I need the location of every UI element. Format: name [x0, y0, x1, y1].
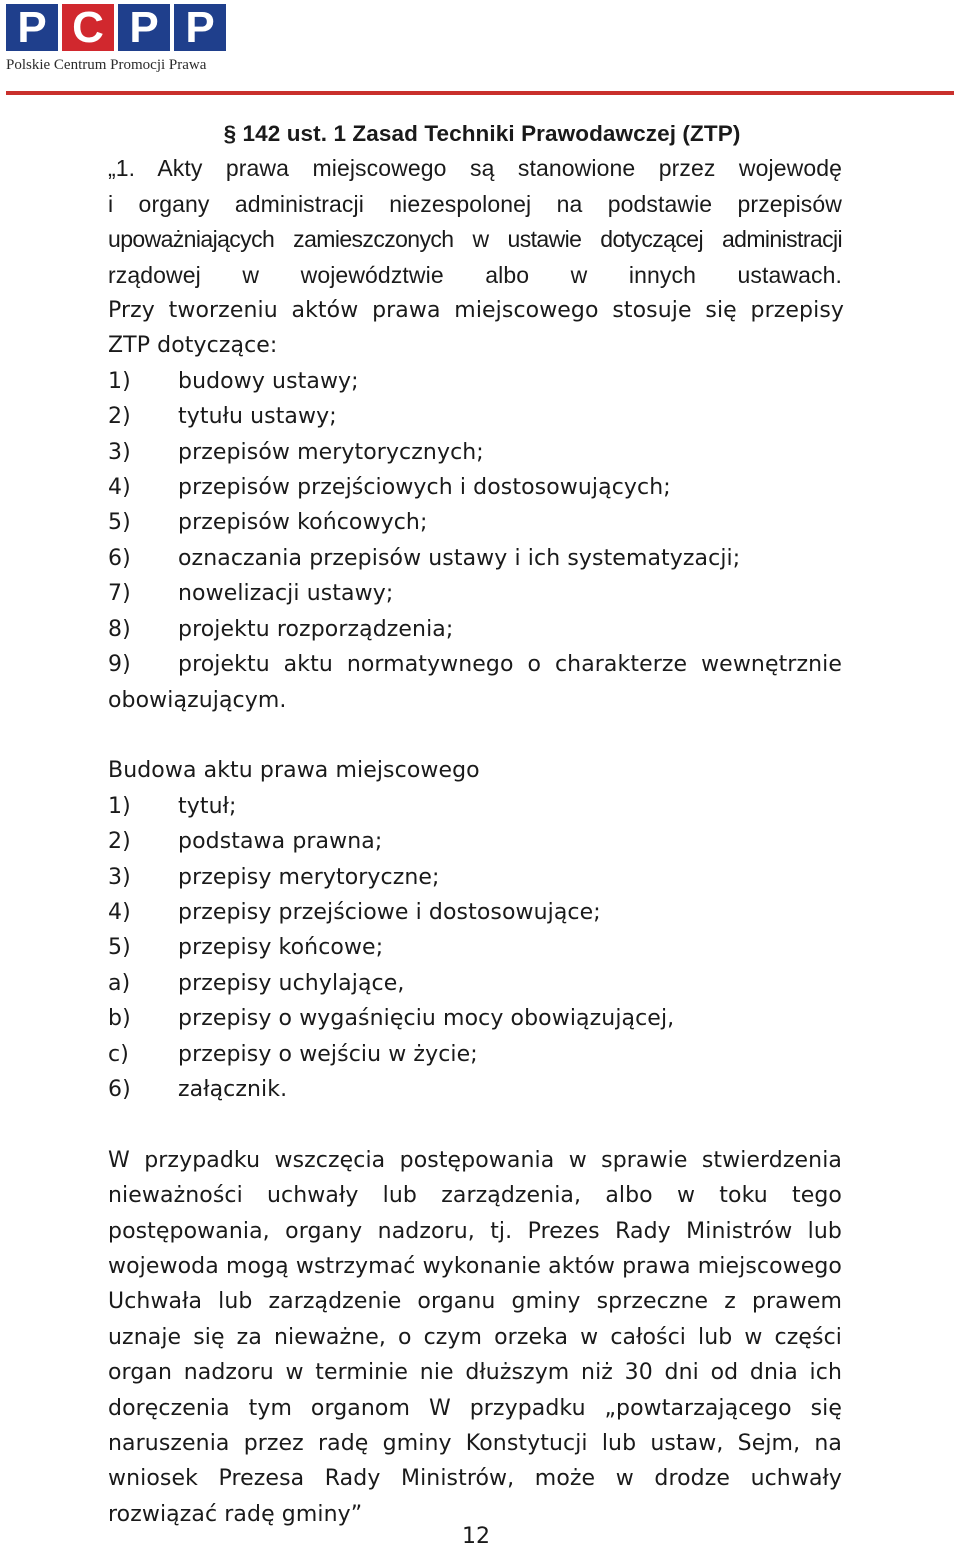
logo-letter-p2: P [118, 4, 170, 51]
list-item-text: przepisy o wejściu w życie; [178, 1041, 478, 1067]
paragraph-1-line: i organy administracji niezespolonej na podstawie przepisów [108, 190, 842, 217]
paragraph-1-line: rządowej w województwie albo w innych ustawach. [108, 261, 842, 288]
list-item-text: przepisy o wygaśnięciu mocy obowiązującej, [178, 1006, 675, 1032]
logo-letter-p1: P [6, 4, 58, 51]
list-item-text: przepisy merytoryczne; [178, 864, 440, 890]
paragraph-3: W przypadku wszczęcia postępowania w sprawie stwierdzenia nieważności uchwały lub zarządzenia, albo w toku tego postępowania, organy nadzoru, tj. Prezes Rady Ministrów lub wojewoda mogą wstrzymać wykonanie aktów prawa miejscowego Uchwała lub zarządzenie organu gminy sprzeczne z prawem uznaje się za nieważne, o czym orzeka w całości lub w części organ nadzoru w terminie nie dłuższym niż 30 dni od dnia ich doręczenia tym organom W przypadku „powtarzającego się naruszenia przez radę gminy Konstytucji lub ustaw, Sejm, na wniosek Prezesa Rady Ministrów, może w drodze uchwały rozwiązać radę gminy” [108, 1147, 842, 1527]
page-number: 12 [462, 1524, 490, 1549]
list-item [108, 930, 842, 965]
list-item [108, 1037, 842, 1072]
list-item [108, 541, 842, 576]
logo-org-name: Polskie Centrum Promocji Prawa [6, 57, 207, 73]
paragraph-2-intro: Przy tworzeniu aktów prawa miejscowego stosuje się przepisy ZTP dotyczące: [108, 298, 844, 359]
list-item-text: przepisy uchylające, [178, 970, 405, 996]
logo-letters [6, 4, 226, 51]
list-item-number: 9) [108, 652, 131, 678]
list-item-number: 5) [108, 935, 131, 961]
paragraph-1-line: „1. Akty prawa miejscowego są stanowione przez wojewodę [108, 155, 842, 182]
list-item-number: 1) [108, 793, 131, 819]
list-item [108, 505, 842, 540]
list-item-text: przepisów przejściowych i dostosowujących; [178, 475, 671, 501]
list-item-text: budowy ustawy; [178, 368, 359, 394]
list-item-text: tytułu ustawy; [178, 404, 337, 430]
section-heading: § 142 ust. 1 Zasad Techniki Prawodawczej (ZTP) [223, 121, 741, 146]
list-item [108, 1001, 842, 1036]
list-item [108, 966, 842, 1001]
document-body [108, 116, 842, 1532]
spacer [108, 1107, 842, 1142]
list-item-continuation: obowiązującym. [108, 687, 287, 713]
structure-list [108, 789, 842, 1108]
list-item-number: 4) [108, 475, 131, 501]
list-item [108, 824, 842, 859]
list-item [108, 647, 842, 718]
section-2-title: Budowa aktu prawa miejscowego [108, 758, 480, 784]
header-divider [6, 91, 954, 95]
list-item-number: 8) [108, 616, 131, 642]
logo-letter-c: C [62, 4, 114, 51]
logo-letter-p3: P [174, 4, 226, 51]
list-item-text: przepisów końcowych; [178, 510, 428, 536]
list-item-number: 2) [108, 404, 131, 430]
list-item [108, 470, 842, 505]
list-item [108, 895, 842, 930]
list-item [108, 364, 842, 399]
list-item-number: 7) [108, 581, 131, 607]
list-item-text: tytuł; [178, 793, 237, 819]
list-item-text: nowelizacji ustawy; [178, 581, 394, 607]
list-item [108, 435, 842, 470]
list-item-number: 3) [108, 864, 131, 890]
list-item-number: 2) [108, 829, 131, 855]
list-item-text: projektu rozporządzenia; [178, 616, 454, 642]
list-item-text: przepisy przejściowe i dostosowujące; [178, 899, 601, 925]
list-item [108, 399, 842, 434]
list-item [108, 789, 842, 824]
list-item-text: podstawa prawna; [178, 829, 383, 855]
list-item-number: a) [108, 970, 131, 996]
list-item-number: 6) [108, 1076, 131, 1102]
list-item-number: 5) [108, 510, 131, 536]
list-item [108, 860, 842, 895]
ztp-list [108, 364, 842, 718]
list-item-text: przepisy końcowe; [178, 935, 384, 961]
pcpp-logo [6, 4, 226, 74]
list-item-number: 6) [108, 545, 131, 571]
list-item [108, 1072, 842, 1107]
list-item [108, 576, 842, 611]
list-item-text: oznaczania przepisów ustawy i ich systematyzacji; [178, 545, 741, 571]
paragraph-1 [108, 151, 842, 293]
list-item-number: 1) [108, 368, 131, 394]
list-item-number: 3) [108, 439, 131, 465]
list-item-number: c) [108, 1041, 129, 1067]
list-item-first-line [108, 647, 842, 682]
list-item-text: projektu aktu normatywnego o charakterze wewnętrznie [178, 652, 842, 678]
list-item-number: 4) [108, 899, 131, 925]
list-item-text: przepisów merytorycznych; [178, 439, 484, 465]
list-item [108, 612, 842, 647]
spacer [108, 718, 842, 753]
paragraph-1-line: upoważniających zamieszczonych w ustawie dotyczącej administracji [108, 226, 842, 253]
list-item-number: b) [108, 1006, 131, 1032]
list-item-text: załącznik. [178, 1076, 288, 1102]
